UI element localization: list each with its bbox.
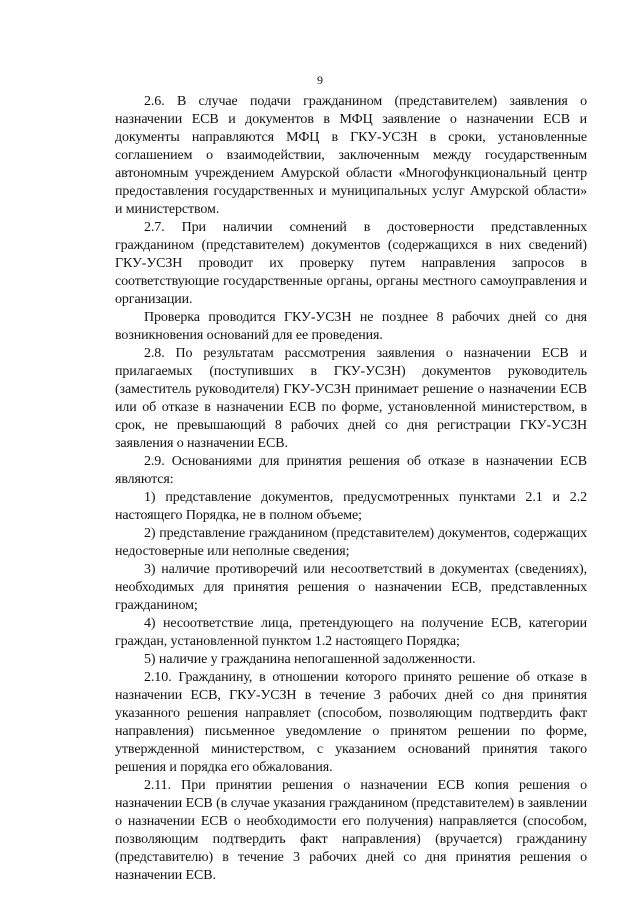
- list-item-3: 3) наличие противоречий или несоответствий в документах (сведениях), необходимых для принятия решения о назначении ЕСВ, представленных гражданином;: [115, 562, 587, 613]
- paragraph-2-11: 2.11. При принятии решения о назначении ЕСВ копия решения о назначении ЕСВ (в случае указания гражданином (представителем) в заявлении о назначении ЕСВ о необходимости его получения) направляется (способом, позволяющим подтвердить факт направления) (вручается) гражданину (представителю) в течение 3 рабочих дней со дня принятия решения о назначении ЕСВ.: [115, 778, 587, 883]
- paragraph-2-7-check: Проверка проводится ГКУ-УСЗН не позднее 8 рабочих дней со дня возникновения оснований для ее проведения.: [115, 310, 587, 343]
- list-item-4: 4) несоответствие лица, претендующего на получение ЕСВ, категории граждан, установленной пунктом 1.2 настоящего Порядка;: [115, 616, 587, 649]
- list-item-2: 2) представление гражданином (представителем) документов, содержащих недостоверные или неполные сведения;: [115, 526, 587, 559]
- list-item-1: 1) представление документов, предусмотренных пунктами 2.1 и 2.2 настоящего Порядка, не в полном объеме;: [115, 490, 587, 523]
- paragraph-2-10: 2.10. Гражданину, в отношении которого принято решение об отказе в назначении ЕСВ, ГКУ-УСЗН в течение 3 рабочих дней со дня принятия указанного решения направляет (способом, позволяющим подтвердить факт направления) письменное уведомление о принятом решении по форме, утвержденной министерством, с указанием оснований принятия такого решения и порядка его обжалования.: [115, 670, 587, 775]
- document-body: [115, 93, 587, 885]
- paragraph-2-9: 2.9. Основаниями для принятия решения об отказе в назначении ЕСВ являются:: [115, 454, 587, 487]
- paragraph-2-8: 2.8. По результатам рассмотрения заявления о назначении ЕСВ и прилагаемых (поступивших в ГКУ-УСЗН) документов руководитель (заместитель руководителя) ГКУ-УСЗН принимает решение о назначении ЕСВ или об отказе в назначении ЕСВ по форме, установленной министерством, в срок, не превышающий 8 рабочих дней со дня регистрации ГКУ-УСЗН заявления о назначении ЕСВ.: [115, 346, 587, 451]
- page-number: 9: [317, 73, 323, 87]
- list-item-5: 5) наличие у гражданина непогашенной задолженности.: [144, 652, 476, 667]
- paragraph-2-7: 2.7. При наличии сомнений в достоверности представленных гражданином (представителем) документов (содержащихся в них сведений) ГКУ-УСЗН проводит их проверку путем направления запросов в соответствующие государственные органы, органы местного самоуправления и организации.: [115, 220, 587, 307]
- paragraph-2-6: 2.6. В случае подачи гражданином (представителем) заявления о назначении ЕСВ и документов в МФЦ заявление о назначении ЕСВ и документы направляются МФЦ в ГКУ-УСЗН в сроки, установленные соглашением о взаимодействии, заключенным между государственным автономным учреждением Амурской области «Многофункциональный центр предоставления государственных и муниципальных услуг Амурской области» и министерством.: [115, 94, 587, 217]
